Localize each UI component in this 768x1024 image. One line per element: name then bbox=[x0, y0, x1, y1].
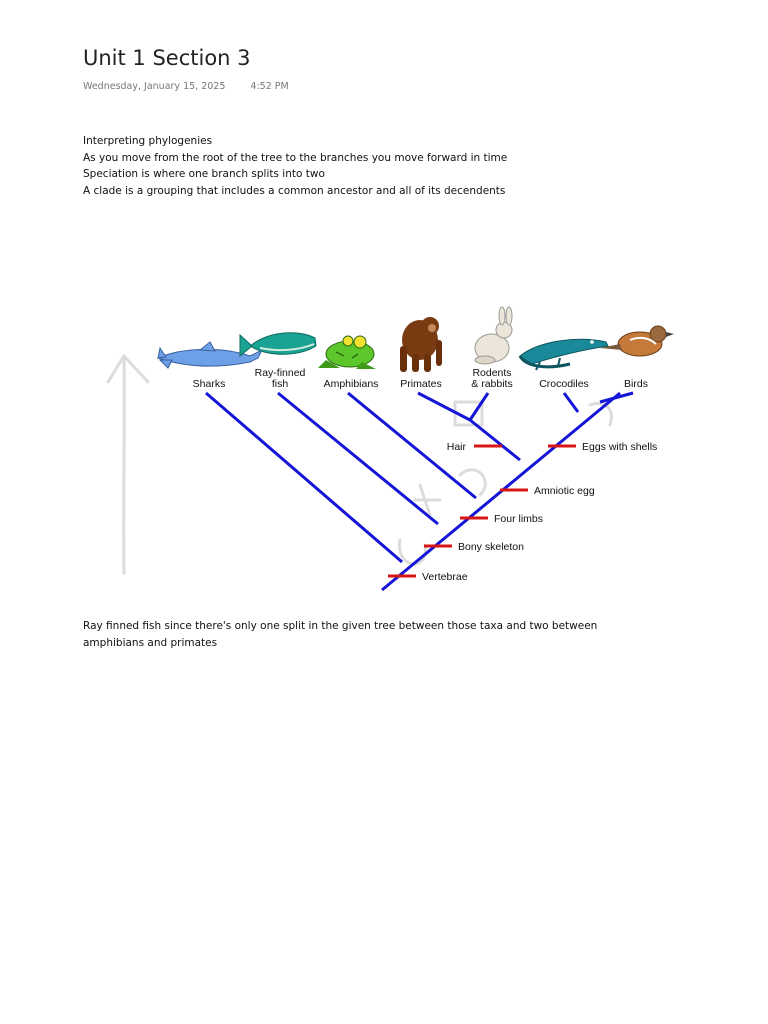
taxon-label bbox=[255, 367, 306, 390]
rabbit-icon bbox=[475, 307, 512, 364]
tree-branch bbox=[418, 393, 470, 420]
taxon-label bbox=[471, 367, 512, 390]
taxon-label-line: Birds bbox=[624, 378, 648, 390]
trait-label: Vertebrae bbox=[422, 571, 468, 583]
taxon-label-line: & rabbits bbox=[471, 378, 513, 390]
crocodile-icon bbox=[520, 339, 608, 370]
trait-label: Eggs with shells bbox=[582, 441, 658, 453]
trait-label: Amniotic egg bbox=[534, 485, 595, 497]
tree-branch bbox=[564, 393, 578, 412]
taxon-label bbox=[324, 378, 379, 390]
answer-text: Ray finned fish since there's only one split in the given tree between those taxa and two between amphibians and primates bbox=[83, 620, 598, 649]
taxon-label bbox=[539, 378, 589, 390]
taxon-label-line: Sharks bbox=[192, 378, 226, 390]
tree-branch bbox=[470, 393, 488, 420]
taxon-label bbox=[193, 378, 226, 390]
bird-icon bbox=[600, 326, 674, 356]
notes-block bbox=[83, 133, 507, 199]
taxon-label bbox=[400, 378, 441, 390]
taxon-label-line: Ray-finned bbox=[254, 367, 306, 379]
page-title: Unit 1 Section 3 bbox=[83, 46, 251, 70]
taxon-label-line: Crocodiles bbox=[539, 378, 589, 390]
tree-branch bbox=[206, 393, 402, 562]
note-line: Interpreting phylogenies bbox=[83, 135, 213, 147]
page-timestamp bbox=[83, 81, 289, 92]
chimp-icon bbox=[400, 317, 442, 372]
frog-icon bbox=[318, 336, 376, 369]
answer-block bbox=[83, 618, 643, 651]
taxon-label-line: Rodents bbox=[472, 367, 512, 379]
page-date: Wednesday, January 15, 2025 bbox=[83, 81, 226, 92]
taxon-label-line: Amphibians bbox=[323, 378, 379, 390]
taxon-label-line: fish bbox=[271, 378, 289, 390]
page-time: 4:52 PM bbox=[250, 81, 289, 92]
tree-branch bbox=[470, 420, 520, 460]
tree-taxa bbox=[193, 367, 648, 390]
taxon-label-line: Primates bbox=[400, 378, 442, 390]
trait-label: Bony skeleton bbox=[458, 541, 524, 553]
note-line: Speciation is where one branch splits into two bbox=[83, 168, 325, 180]
time-arrow-annotation bbox=[108, 356, 148, 573]
note-line: A clade is a grouping that includes a common ancestor and all of its decendents bbox=[83, 184, 506, 197]
phylogeny-figure bbox=[100, 300, 680, 595]
trait-label: Four limbs bbox=[494, 513, 544, 525]
taxon-label bbox=[624, 378, 648, 390]
trait-label: Hair bbox=[446, 441, 466, 453]
pen-scribble bbox=[460, 470, 485, 495]
tuna-icon bbox=[240, 333, 316, 356]
note-line: As you move from the root of the tree to the branches you move forward in time bbox=[83, 151, 508, 164]
tree-branch bbox=[278, 393, 438, 524]
